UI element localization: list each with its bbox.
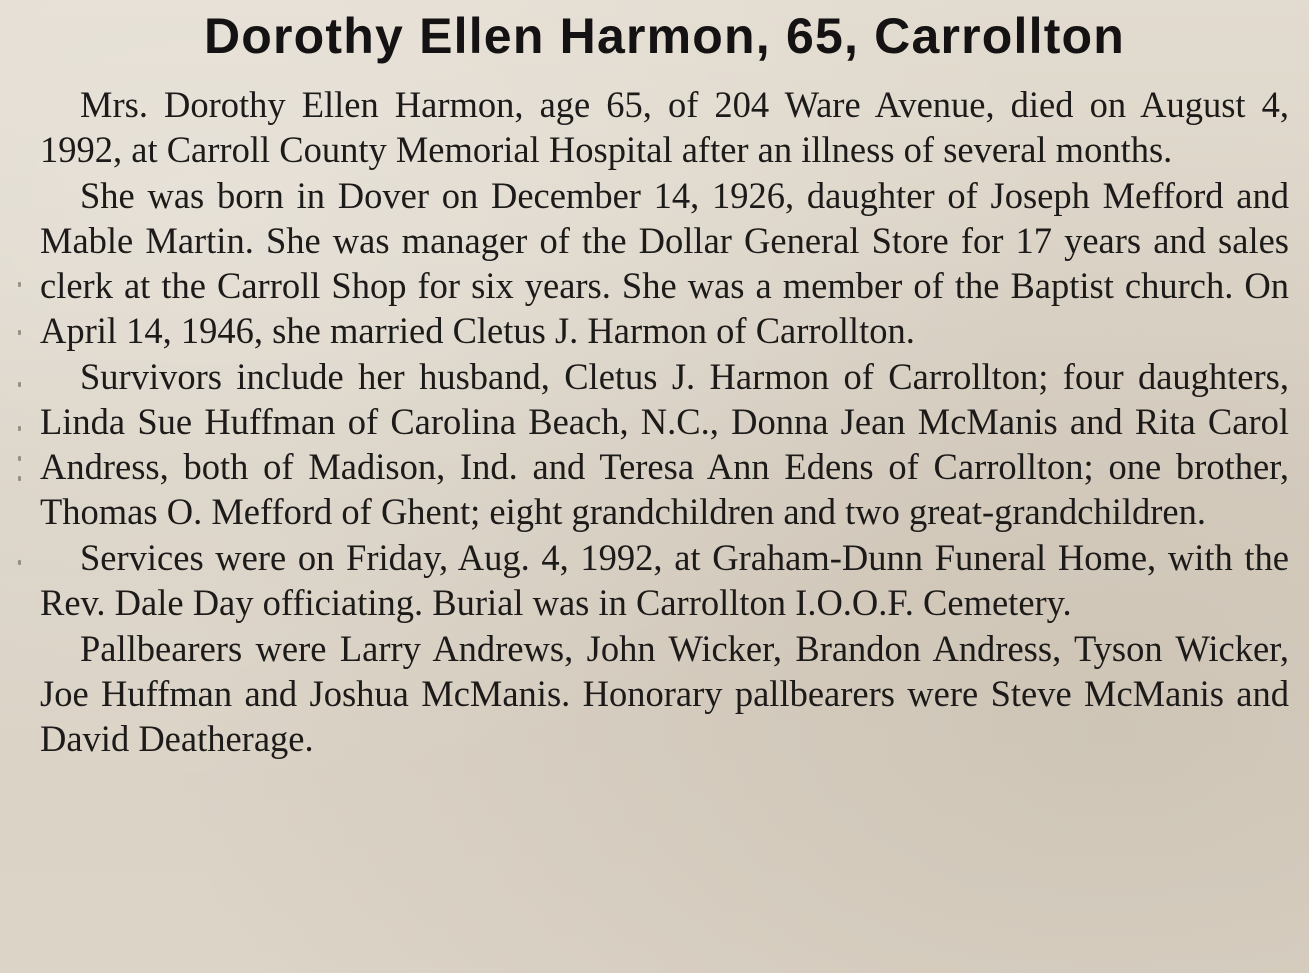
obituary-headline: Dorothy Ellen Harmon, 65, Carrollton	[203, 8, 1126, 64]
obituary-paragraph-pallbearers: Pallbearers were Larry Andrews, John Wicker, Brandon Andress, Tyson Wicker, Joe Huffman and Joshua McManis. Honorary pallbearers were Steve McManis and David Deatherage.	[40, 628, 1289, 759]
print-speck	[18, 330, 21, 335]
print-speck	[18, 560, 21, 565]
print-specks-decoration	[18, 270, 26, 610]
obituary-paragraph-biography: She was born in Dover on December 14, 1926, daughter of Joseph Mefford and Mable Martin. She was manager of the Dollar General Store for 17 years and sales clerk at the Carroll Shop for six years. She was a member of the Baptist church. On April 14, 1946, she married Cletus J. Harmon of Carrollton.	[40, 175, 1289, 351]
print-speck	[18, 382, 21, 387]
print-speck	[18, 456, 21, 461]
obituary-paragraph-services: Services were on Friday, Aug. 4, 1992, at Graham-Dunn Funeral Home, with the Rev. Dale Day officiating. Burial was in Carrollton I.O.O.F. Cemetery.	[40, 537, 1289, 623]
print-speck	[18, 426, 21, 431]
obituary-paragraph-survivors: Survivors include her husband, Cletus J. Harmon of Carrollton; four daughters, Linda Sue Huffman of Carolina Beach, N.C., Donna Jean McManis and Rita Carol Andress, both of Madison, Ind. and Teresa Ann Edens of Carrollton; one brother, Thomas O. Mefford of Ghent; eight grandchildren and two great-grandchildren.	[40, 356, 1289, 532]
print-speck	[18, 282, 21, 287]
print-speck	[18, 476, 21, 481]
obituary-paragraph-death: Mrs. Dorothy Ellen Harmon, age 65, of 204 Ware Avenue, died on August 4, 1992, at Carroll County Memorial Hospital after an illness of several months.	[40, 84, 1289, 170]
